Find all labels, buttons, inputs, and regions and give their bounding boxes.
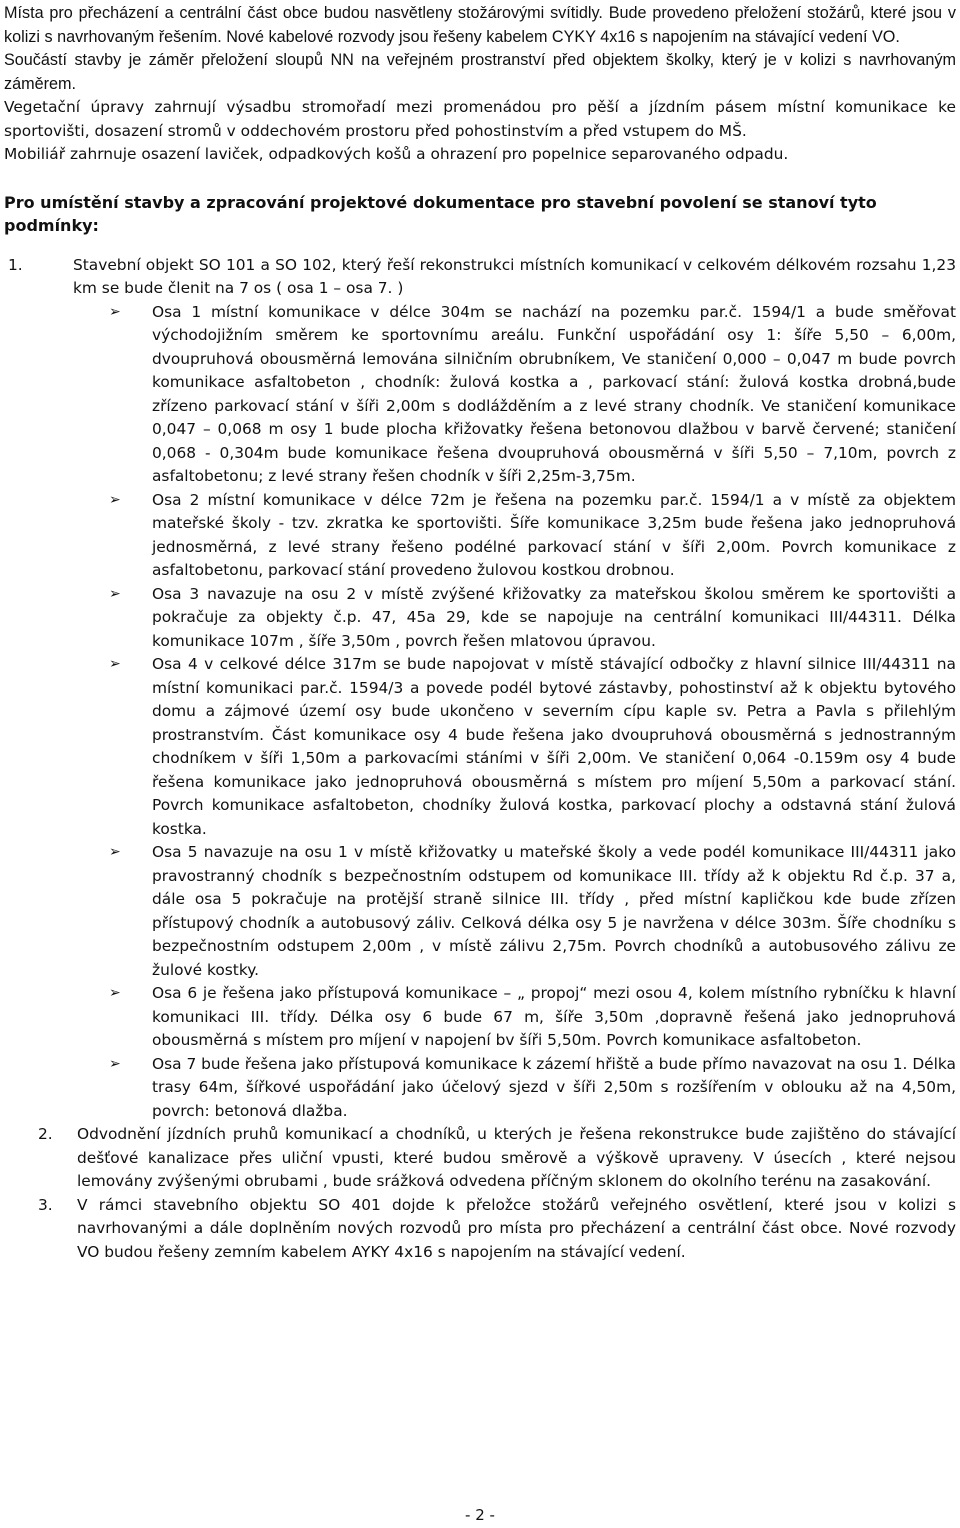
condition-text: Stavební objekt SO 101 a SO 102, který řeší rekonstrukci místních komunikací v celkovém délkovém rozsahu 1,23 km se bude členit na 7 os ( osa 1 – osa 7. ) [73,255,956,297]
condition-item-3 [4,1194,956,1265]
axis-list [73,301,956,1124]
condition-text: V rámci stavebního objektu SO 401 dojde k přeložce stožárů veřejného osvětlení, které jsou v kolizi s navrhovanými a dále doplněním nových rozvodů pro místa pro přecházení a centrální část obce. Nové rozvody VO budou řešeny zemním kabelem AYKY 4x16 s napojením na stávající vedení. [77,1195,956,1261]
arrow-bullet-icon: ➢ [109,656,121,672]
axis-item-4 [4,653,956,841]
arrow-bullet-icon: ➢ [109,1055,121,1072]
axis-item-1 [4,301,956,489]
arrow-bullet-icon: ➢ [109,844,121,860]
axis-text: Osa 1 místní komunikace v délce 304m se nachází na pozemku par.č. 1594/1 a bude směřovat východojižním směrem ke sportovnímu areálu. Funkční uspořádání osy 1: šíře 5,50 – 6,00m, dvoupruhová obousměrná lemována silničním obrubníkem, Ve staničení 0,000 – 0,047 m bude povrch komunikace asfaltobeton , chodník: žulová kostka a , parkovací stání: žulová kostka drobná,bude zřízeno parkovací stání v šíři 2,00m s dodlážděním a z levé strany chodník. Ve staničení komunikace 0,047 – 0,068 m osy 1 bude plocha křižovatky řešena betonovou dlažbou v barvě červené; staničení 0,068 - 0,304m bude komunikace řešena dvoupruhová obousměrná v šíři 5,50 – 7,10m, povrch z asfaltobetonu; z levé strany řešen chodník v šíři 2,25m-3,75m. [152,302,956,485]
conditions-list [4,254,956,1265]
condition-item-1 [4,254,956,1124]
intro-paragraph-lighting: Místa pro přecházení a centrální část obce budou nasvětleny stožárovými svítidly. Bude provedeno přeložení stožárů, které jsou v kolizi s navrhovaným řešením. Nové kabelové rozvody jsou řešeny kabelem CYKY 4x16 s napojením na stávající vedení VO. [4,4,956,46]
axis-item-3 [4,583,956,654]
arrow-bullet-icon: ➢ [109,491,121,508]
condition-item-2 [4,1123,956,1194]
arrow-bullet-icon: ➢ [109,303,121,320]
axis-item-6 [4,982,956,1053]
axis-text: Osa 4 v celkové délce 317m se bude napojovat v místě stávající odbočky z hlavní silnice III/44311 na místní komunikaci par.č. 1594/3 a povede podél bytové zástavby, pohostinství až k objektu bytového domu a zájmové území osy bude ukončeno v severním cípu kaple sv. Petra a Pavla s přilehlým prostranstvím. Část komunikace osy 4 bude řešena jako dvoupruhová obousměrná s jednostranným chodníkem v šíři 1,50m a parkovacími stáními v šíři 2,00m. Ve staničení 0,064 -0.159m osy 4 bude řešena komunikace jako jednopruhová obousměrná s místem pro míjení 5,50m a parkovací stání. Povrch komunikace asfaltobeton, chodníky žulová kostka, parkovací plochy a odstavná stání žulová kostka. [152,655,956,838]
condition-number: 2. [38,1125,53,1143]
axis-text: Osa 5 navazuje na osu 1 v místě křižovatky u mateřské školy a vede podél komunikace III/44311 jako pravostranný chodník s bezpečnostním odstupem od komunikace III. třídy až k objektu Rd č.p. 37 a, dále osa 5 pokračuje na protější straně silnice III. třídy , před místní kapličkou kde bude zřízen přístupový chodník a autobusový záliv. Celková délka osy 5 je navržena v délce 303m. Šíře chodníku s bezpečnostním odstupem 2,00m , v místě zálivu 2,75m. Povrch chodníků a autobusového zálivu ze žulové kostky. [152,843,956,979]
page-number: - 2 - [465,1506,495,1524]
axis-text: Osa 6 je řešena jako přístupová komunikace – „ propoj“ mezi osou 4, kolem místního rybníčku k hlavní komunikaci III. třídy. Délka osy 6 bude 67 m, šíře 3,50m ,dopravně řešená jako jednopruhová obousměrná s místem pro míjení v napojení bv šíři 5,50m. Povrch komunikace asfaltobeton. [152,984,956,1049]
condition-text: Odvodnění jízdních pruhů komunikací a chodníků, u kterých je řešena rekonstrukce bude zajištěno do stávající dešťové kanalizace přes uliční vpusti, které budou směrově a výškově upraveny. V úsecích , které nejsou lemovány zvýšenými obrubami , bude srážková odvedena příčným sklonem do okolního terénu na zasakování. [77,1125,956,1190]
axis-item-5 [4,841,956,982]
intro-paragraph-poles: Součástí stavby je záměr přeložení sloupů NN na veřejném prostranství před objektem školky, který je v kolizi s navrhovaným záměrem. [4,51,956,93]
condition-number: 3. [38,1195,53,1214]
axis-text: Osa 3 navazuje na osu 2 v místě zvýšené křižovatky za mateřskou školou směrem ke sportovišti a pokračuje za objekty č.p. 47, 45a 29, kde se napojuje na centrální komunikaci III/44311. Délka komunikace 107m , šíře 3,50m , povrch řešen mlatovou úpravou. [152,584,956,650]
intro-paragraph-vegetation: Vegetační úpravy zahrnují výsadbu stromořadí mezi promenádou pro pěší a jízdním pásem místní komunikace ke sportovišti, dosazení stromů v oddechovém prostoru před pohostinstvím a před vstupem do MŠ. [4,98,956,140]
axis-item-2 [4,489,956,583]
axis-text: Osa 2 místní komunikace v délce 72m je řešena na pozemku par.č. 1594/1 a v místě za objektem mateřské školy - tzv. zkratka ke sportovišti. Šíře komunikace 3,25m bude řešena jako jednopruhová jednosměrná, z levé strany řešeno podélné parkovací stání v šíři 2,00m. Povrch komunikace z asfaltobetonu, parkovací stání provedeno žulovou kostkou drobnou. [152,490,956,579]
intro-paragraph-furniture: Mobiliář zahrnuje osazení laviček, odpadkových košů a ohrazení pro popelnice separovaného odpadu. [4,145,789,163]
axis-item-7 [4,1053,956,1124]
condition-number: 1. [8,255,23,274]
intro-section [4,0,956,167]
axis-text: Osa 7 bude řešena jako přístupová komunikace k zázemí hřiště a bude přímo navazovat na osu 1. Délka trasy 64m, šířkové uspořádání jako účelový sjezd v šíři 2,50m s rozšířením v oblouku až na 4,50m, povrch: betonová dlažba. [152,1054,956,1120]
arrow-bullet-icon: ➢ [109,585,121,602]
arrow-bullet-icon: ➢ [109,985,121,1001]
conditions-heading: Pro umístění stavby a zpracování projektové dokumentace pro stavební povolení se stanoví tyto podmínky: [4,192,877,235]
